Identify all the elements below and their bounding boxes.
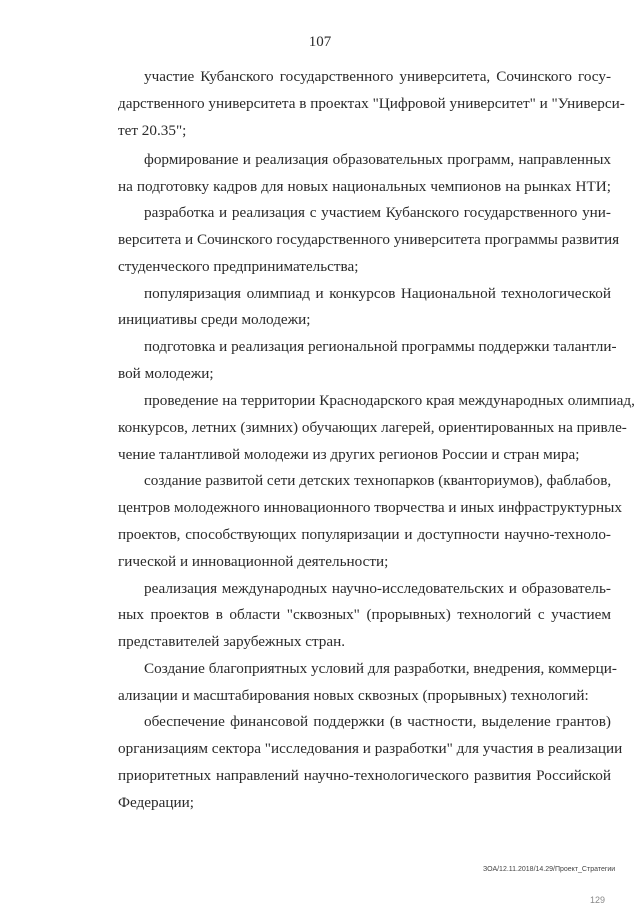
text-line: приоритетных направлений научно-технологического развития Российской — [118, 767, 611, 784]
page-number: 107 — [308, 34, 332, 50]
corner-page-mark: 129 — [590, 895, 606, 905]
text-line: реализация международных научно-исследовательских и образователь- — [144, 580, 611, 597]
text-line: ализации и масштабирования новых сквозных (прорывных) технологий: — [118, 687, 589, 704]
text-line: центров молодежного инновационного творчества и иных инфраструктурных — [118, 499, 622, 516]
text-line: на подготовку кадров для новых национальных чемпионов на рынках НТИ; — [118, 178, 611, 195]
text-line: ных проектов в области "сквозных" (прорывных) технологий с участием — [118, 606, 611, 623]
text-line: чение талантливой молодежи из других регионов России и стран мира; — [118, 446, 580, 463]
text-line: участие Кубанского государственного университета, Сочинского госу- — [144, 68, 611, 85]
text-line: популяризация олимпиад и конкурсов Национальной технологической — [144, 285, 611, 302]
text-line: дарственного университета в проектах "Цифровой университет" и "Универси- — [118, 95, 625, 112]
text-line: представителей зарубежных стран. — [118, 633, 346, 650]
text-line: верситета и Сочинского государственного университета программы развития — [118, 231, 620, 248]
text-line: проектов, способствующих популяризации и доступности научно-техноло- — [118, 526, 611, 543]
text-line: студенческого предпринимательства; — [118, 258, 359, 275]
footer-file-code: ЗОА/12.11.2018/14.29/Проект_Стратегии — [483, 866, 616, 873]
text-line: гической и инновационной деятельности; — [118, 553, 389, 570]
text-line: инициативы среди молодежи; — [118, 311, 311, 328]
text-line: конкурсов, летних (зимних) обучающих лагерей, ориентированных на привле- — [118, 419, 627, 436]
text-line: проведение на территории Краснодарского края международных олимпиад, — [144, 392, 635, 409]
text-line: обеспечение финансовой поддержки (в частности, выделение грантов) — [144, 713, 611, 730]
text-line: вой молодежи; — [118, 365, 214, 382]
text-line: разработка и реализация с участием Кубанского государственного уни- — [144, 204, 611, 221]
text-line: Федерации; — [118, 794, 194, 811]
text-line: подготовка и реализация региональной программы поддержки талантли- — [144, 338, 617, 355]
text-line: формирование и реализация образовательных программ, направленных — [144, 151, 611, 168]
text-line: тет 20.35"; — [118, 122, 187, 139]
text-line: Создание благоприятных условий для разработки, внедрения, коммерци- — [144, 660, 617, 677]
text-line: создание развитой сети детских технопарков (кванториумов), фаблабов, — [144, 472, 612, 489]
text-line: организациям сектора "исследования и разработки" для участия в реализации — [118, 740, 623, 757]
